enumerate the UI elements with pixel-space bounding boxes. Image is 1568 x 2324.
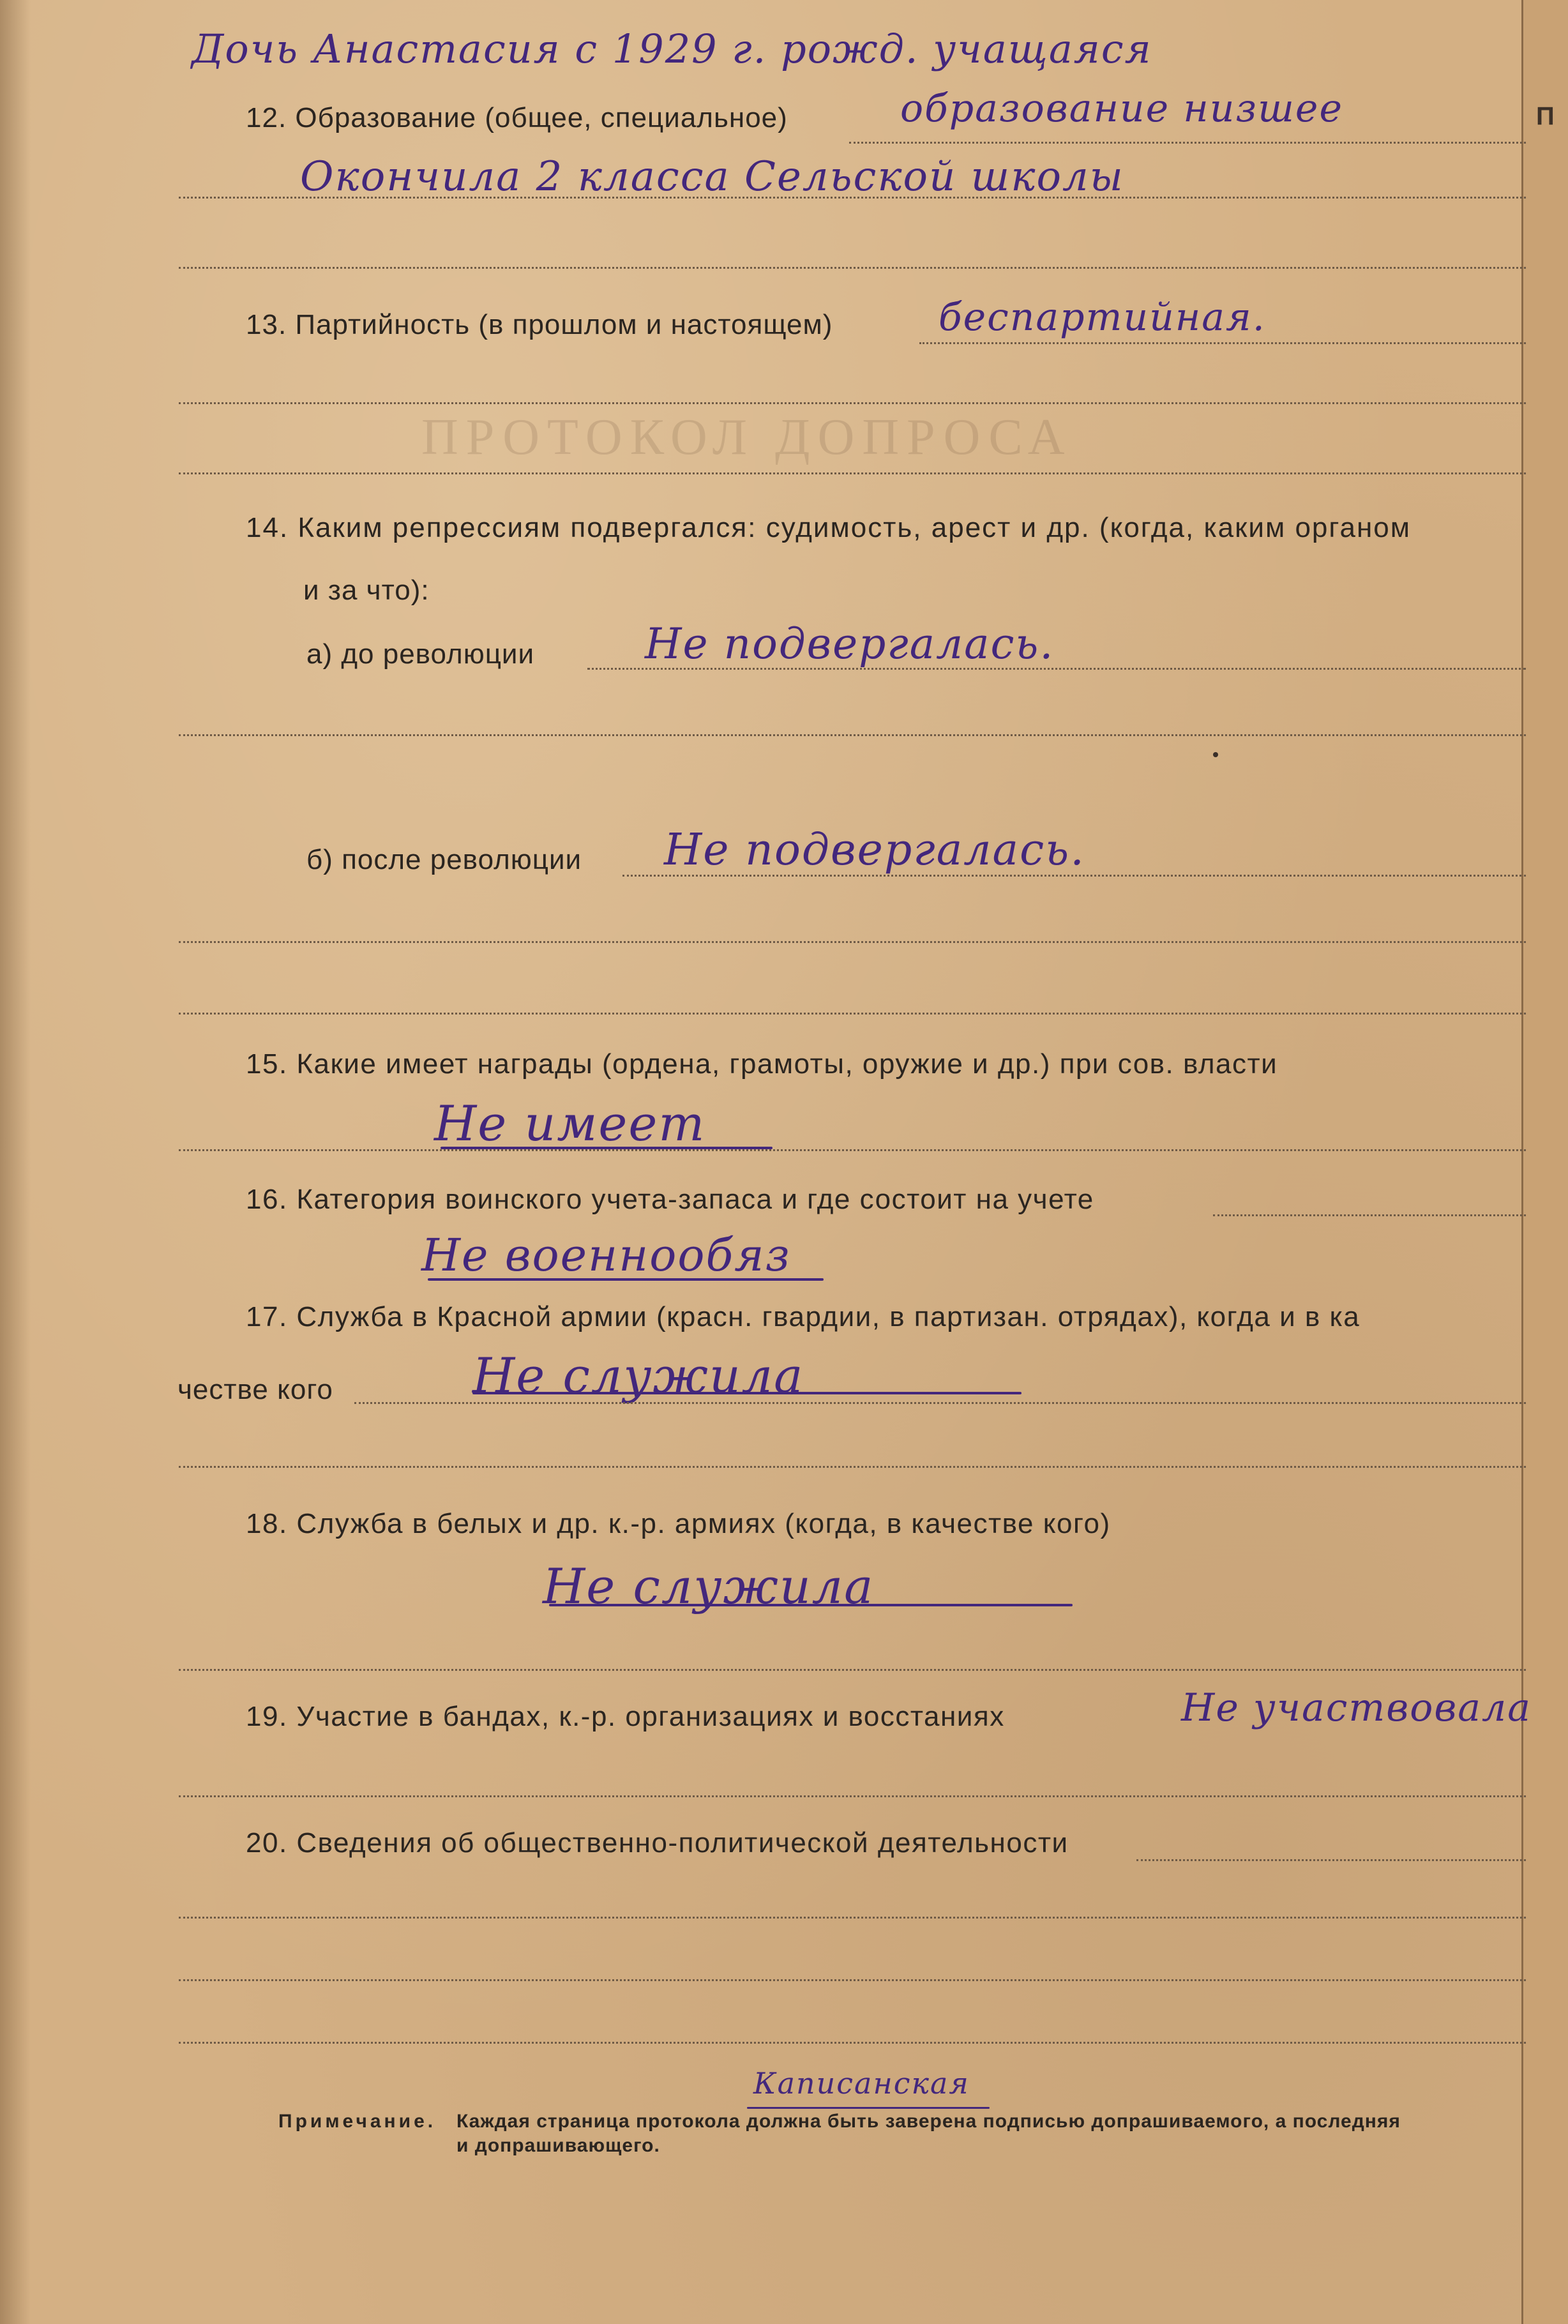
- q14-dotline-2: [179, 734, 1526, 736]
- q20-dotline-4: [179, 2042, 1526, 2044]
- q14b-answer: Не подвергалась.: [664, 825, 1085, 875]
- bleed-through-heading: ПРОТОКОЛ ДОПРОСА: [421, 409, 1073, 465]
- q14a-label: а) до революции: [306, 638, 535, 670]
- q20-dotline-2: [179, 1917, 1526, 1919]
- q18-answer-underline: [549, 1604, 1073, 1606]
- q16-answer-underline: [428, 1278, 824, 1281]
- q14-dotline-4: [179, 1013, 1526, 1015]
- q13-label: 13. Партийность (в прошлом и настоящем): [246, 309, 833, 340]
- q17-answer-underline: [472, 1392, 1021, 1394]
- q14-dotline-3: [179, 941, 1526, 943]
- q17-label-line1: 17. Служба в Красной армии (красн. гвардии, в партизан. отрядах), когда и в ка: [246, 1301, 1361, 1332]
- q17-answer: Не служила: [472, 1347, 804, 1404]
- q20-dotline-3: [179, 1979, 1526, 1981]
- q12-dotline-2: [179, 197, 1526, 199]
- q13-dotline-1: [919, 342, 1526, 344]
- ink-speck: [1213, 752, 1218, 757]
- note-line1: Каждая страница протокола должна быть заверена подписью допрашиваемого, а последняя: [456, 2111, 1401, 2132]
- note-label: Примечание.: [278, 2111, 437, 2132]
- q20-label: 20. Сведения об общественно-политической деятельности: [246, 1827, 1069, 1859]
- handwritten-top-note: Дочь Анастасия с 1929 г. рожд. учащаяся: [192, 26, 1152, 72]
- q14a-dotline: [587, 668, 1526, 670]
- note-line2: и допрашивающего.: [456, 2135, 660, 2156]
- q19-label: 19. Участие в бандах, к.-р. организациях и восстаниях: [246, 1701, 1005, 1732]
- signature: Каписанская: [753, 2066, 970, 2101]
- q16-dotline: [1213, 1214, 1526, 1216]
- q14b-dotline: [622, 875, 1526, 877]
- q18-label: 18. Служба в белых и др. к.-р. армиях (когда, в качестве кого): [246, 1508, 1111, 1539]
- q18-answer: Не служила: [543, 1558, 875, 1615]
- q14a-answer: Не подвергалась.: [645, 619, 1055, 668]
- page-edge-shadow: [0, 0, 31, 2324]
- q12-label: 12. Образование (общее, специальное): [246, 102, 788, 133]
- underlying-page-edge: [1521, 0, 1568, 2324]
- signature-underline: [747, 2107, 990, 2109]
- q13-dotline-3: [179, 472, 1526, 474]
- q19-dotline: [179, 1795, 1526, 1797]
- underpage-letter: П: [1536, 102, 1555, 130]
- q16-label: 16. Категория воинского учета-запаса и где состоит на учете: [246, 1184, 1094, 1215]
- q12-dotline-3: [179, 267, 1526, 269]
- q15-answer: Не имеет: [434, 1095, 706, 1152]
- q12-answer-line1: образование низшее: [900, 86, 1343, 131]
- q18-dotline: [179, 1669, 1526, 1671]
- q17-dotline-2: [179, 1466, 1526, 1468]
- q19-answer: Не участвовала: [1181, 1686, 1532, 1730]
- q17-dotline-1: [354, 1402, 1526, 1404]
- q17-label-line2: честве кого: [177, 1374, 333, 1405]
- q12-dotline-1: [849, 142, 1526, 144]
- q14-label-line1: 14. Каким репрессиям подвергался: судимость, арест и др. (когда, каким органом: [246, 512, 1411, 543]
- q15-dotline: [179, 1149, 1526, 1151]
- q13-answer: беспартийная.: [939, 295, 1266, 340]
- q20-dotline-1: [1136, 1859, 1526, 1861]
- q13-dotline-2: [179, 402, 1526, 404]
- q14b-label: б) после революции: [306, 844, 582, 875]
- q14-label-line2: и за что):: [303, 575, 430, 606]
- q12-answer-line2: Окончила 2 класса Сельской школы: [300, 153, 1124, 200]
- q15-label: 15. Какие имеет награды (ордена, грамоты, оружие и др.) при сов. власти: [246, 1048, 1278, 1080]
- q16-answer: Не военнообяз: [421, 1229, 791, 1281]
